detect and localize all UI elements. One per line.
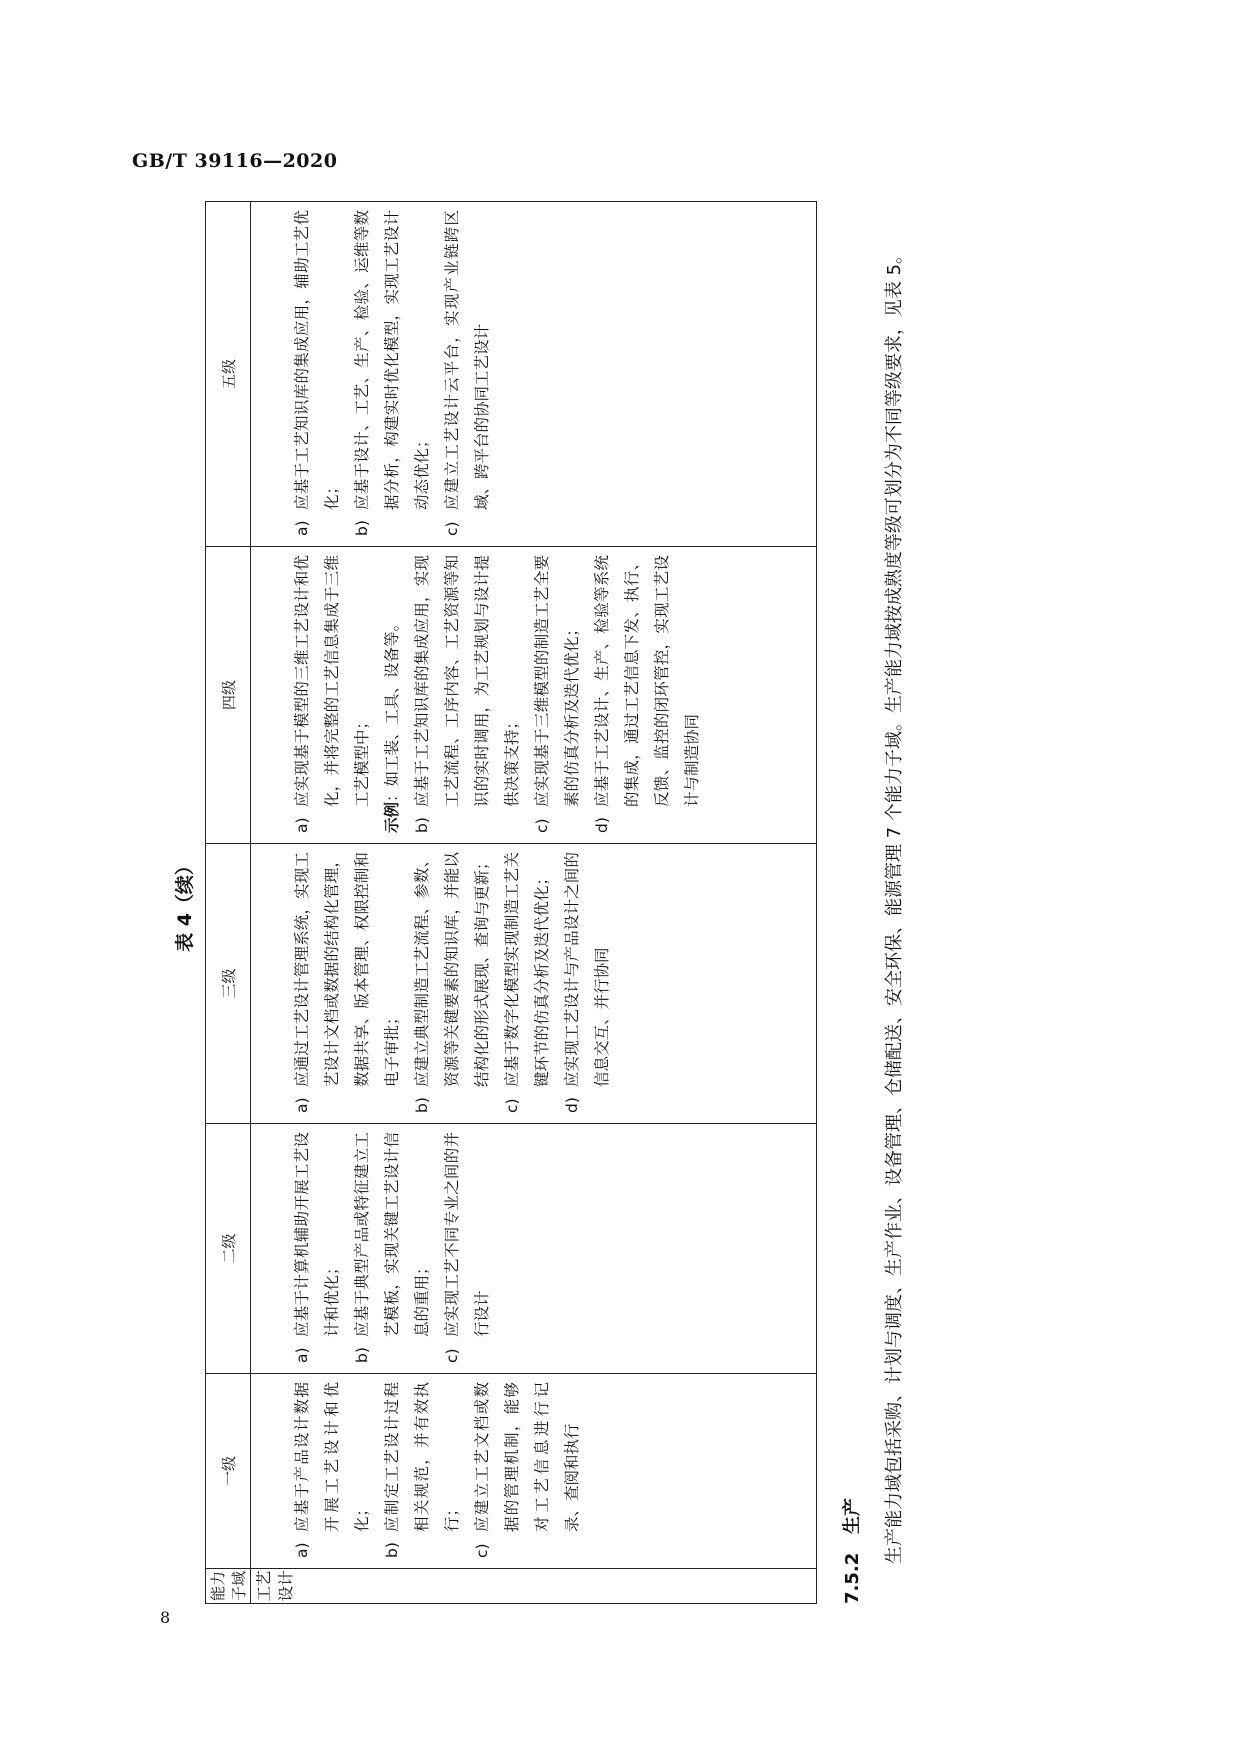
rotated-page-content bbox=[170, 54, 1050, 1604]
item-text: 应基于产品设计数据开展工艺设计和优化； bbox=[293, 1382, 371, 1532]
list-item bbox=[287, 210, 347, 536]
item-text: 应基于典型产品或特征建立工艺模板，实现关键工艺设计信息的重用； bbox=[353, 1132, 431, 1337]
item-label: a) bbox=[293, 1097, 311, 1113]
item-label: c) bbox=[473, 1543, 491, 1558]
list-item bbox=[407, 555, 527, 833]
item-text: 应实现基于三维模型的制造工艺全要素的仿真分析及迭代优化； bbox=[533, 555, 581, 807]
item-label: b) bbox=[413, 817, 431, 833]
example-label: 示例 bbox=[383, 801, 401, 833]
item-label: a) bbox=[293, 817, 311, 833]
section-paragraph: 生产能力域包括采购、计划与调度、生产作业、设备管理、仓储配送、安全环保、能源管理 7 个能力子域。生产能力域按成熟度等级可划分为不同等级要求，见表 5。 bbox=[884, 245, 905, 1564]
item-text: 应建立工艺设计云平台，实现产业链跨区域、跨平台的协同工艺设计 bbox=[443, 210, 491, 510]
item-label: b) bbox=[383, 1542, 401, 1558]
item-text: 应实现基于模型的三维工艺设计和优化，并将完整的工艺信息集成于三维工艺模型中； bbox=[293, 555, 371, 807]
level3-cell bbox=[251, 844, 817, 1124]
section-heading bbox=[838, 1498, 864, 1604]
list-item bbox=[287, 852, 407, 1113]
item-label: a) bbox=[293, 1542, 311, 1558]
list-item bbox=[437, 1132, 497, 1363]
list-item bbox=[437, 210, 497, 536]
item-label: c) bbox=[443, 1348, 461, 1363]
item-label: d) bbox=[563, 1097, 581, 1113]
item-text: 应基于数字化模型实现制造工艺关键环节的仿真分析及迭代优化； bbox=[503, 852, 551, 1087]
section-number: 7.5.2 bbox=[842, 1552, 863, 1604]
item-text: 应基于设计、工艺、生产、检验、运维等数据分析，构建实时优化模型，实现工艺设计动态优化； bbox=[353, 210, 431, 510]
column-header: 一级 bbox=[206, 1374, 251, 1569]
column-header: 五级 bbox=[206, 202, 251, 547]
item-text: 应基于工艺知识库的集成应用，实现工艺流程、工序内容、工艺资源等知识的实时调用，为工艺规划与设计提供决策支持； bbox=[413, 555, 521, 807]
list-item bbox=[527, 555, 587, 833]
column-header: 能力子域 bbox=[206, 1569, 251, 1604]
example-note bbox=[377, 555, 407, 833]
item-label: d) bbox=[593, 817, 611, 833]
list-item bbox=[377, 1382, 467, 1558]
item-text: 应制定工艺设计过程相关规范，并有效执行； bbox=[383, 1382, 461, 1532]
item-text: 应基于计算机辅助开展工艺设计和优化； bbox=[293, 1132, 341, 1337]
list-item bbox=[497, 852, 557, 1113]
list-item bbox=[287, 555, 377, 833]
level5-cell bbox=[251, 202, 817, 547]
table-row bbox=[251, 202, 817, 1604]
item-label: b) bbox=[353, 520, 371, 536]
list-item bbox=[287, 1382, 377, 1558]
standard-number: GB/T 39116—2020 bbox=[132, 150, 338, 172]
item-text: 应通过工艺设计管理系统，实现工艺设计文档或数据的结构化管理，数据共享、版本管理、权限控制和电子审批； bbox=[293, 852, 401, 1087]
column-header: 四级 bbox=[206, 547, 251, 844]
capability-table bbox=[205, 201, 817, 1604]
section-title: 生产 bbox=[842, 1497, 863, 1534]
item-label: c) bbox=[443, 521, 461, 536]
level4-cell bbox=[251, 547, 817, 844]
item-label: a) bbox=[293, 1347, 311, 1363]
item-text: 应基于工艺设计、生产、检验等系统的集成，通过工艺信息下发、执行、反馈、监控的闭环管控，实现工艺设计与制造协同 bbox=[593, 555, 701, 807]
item-text: 应实现工艺不同专业之间的并行设计 bbox=[443, 1132, 491, 1337]
item-text: 应实现工艺设计与产品设计之间的信息交互、并行协同 bbox=[563, 852, 611, 1087]
item-text: 应建立典型制造工艺流程、参数、资源等关键要素的知识库，并能以结构化的形式展现、查询与更新； bbox=[413, 852, 491, 1087]
item-label: a) bbox=[293, 520, 311, 536]
level2-cell bbox=[251, 1124, 817, 1374]
item-text: 应建立工艺文档或数据的管理机制，能够对工艺信息进行记录、查阅和执行 bbox=[473, 1382, 581, 1532]
item-text: 应基于工艺知识库的集成应用，辅助工艺优化； bbox=[293, 210, 341, 510]
item-label: c) bbox=[533, 818, 551, 833]
column-header: 二级 bbox=[206, 1124, 251, 1374]
item-label: b) bbox=[413, 1097, 431, 1113]
example-text: ：如工装、工具、设备等。 bbox=[383, 615, 401, 802]
list-item bbox=[347, 1132, 437, 1363]
list-item bbox=[347, 210, 437, 536]
item-label: c) bbox=[503, 1098, 521, 1113]
page-number: 8 bbox=[160, 1608, 171, 1627]
item-label: b) bbox=[353, 1347, 371, 1363]
list-item bbox=[407, 852, 497, 1113]
table-caption: 表 4（续） bbox=[174, 856, 196, 952]
level1-cell bbox=[251, 1374, 817, 1569]
list-item bbox=[467, 1382, 587, 1558]
column-header: 三级 bbox=[206, 844, 251, 1124]
table-header-row bbox=[206, 202, 251, 1604]
domain-cell: 工艺设计 bbox=[251, 1569, 817, 1604]
list-item bbox=[587, 555, 707, 833]
list-item bbox=[287, 1132, 347, 1363]
list-item bbox=[557, 852, 617, 1113]
